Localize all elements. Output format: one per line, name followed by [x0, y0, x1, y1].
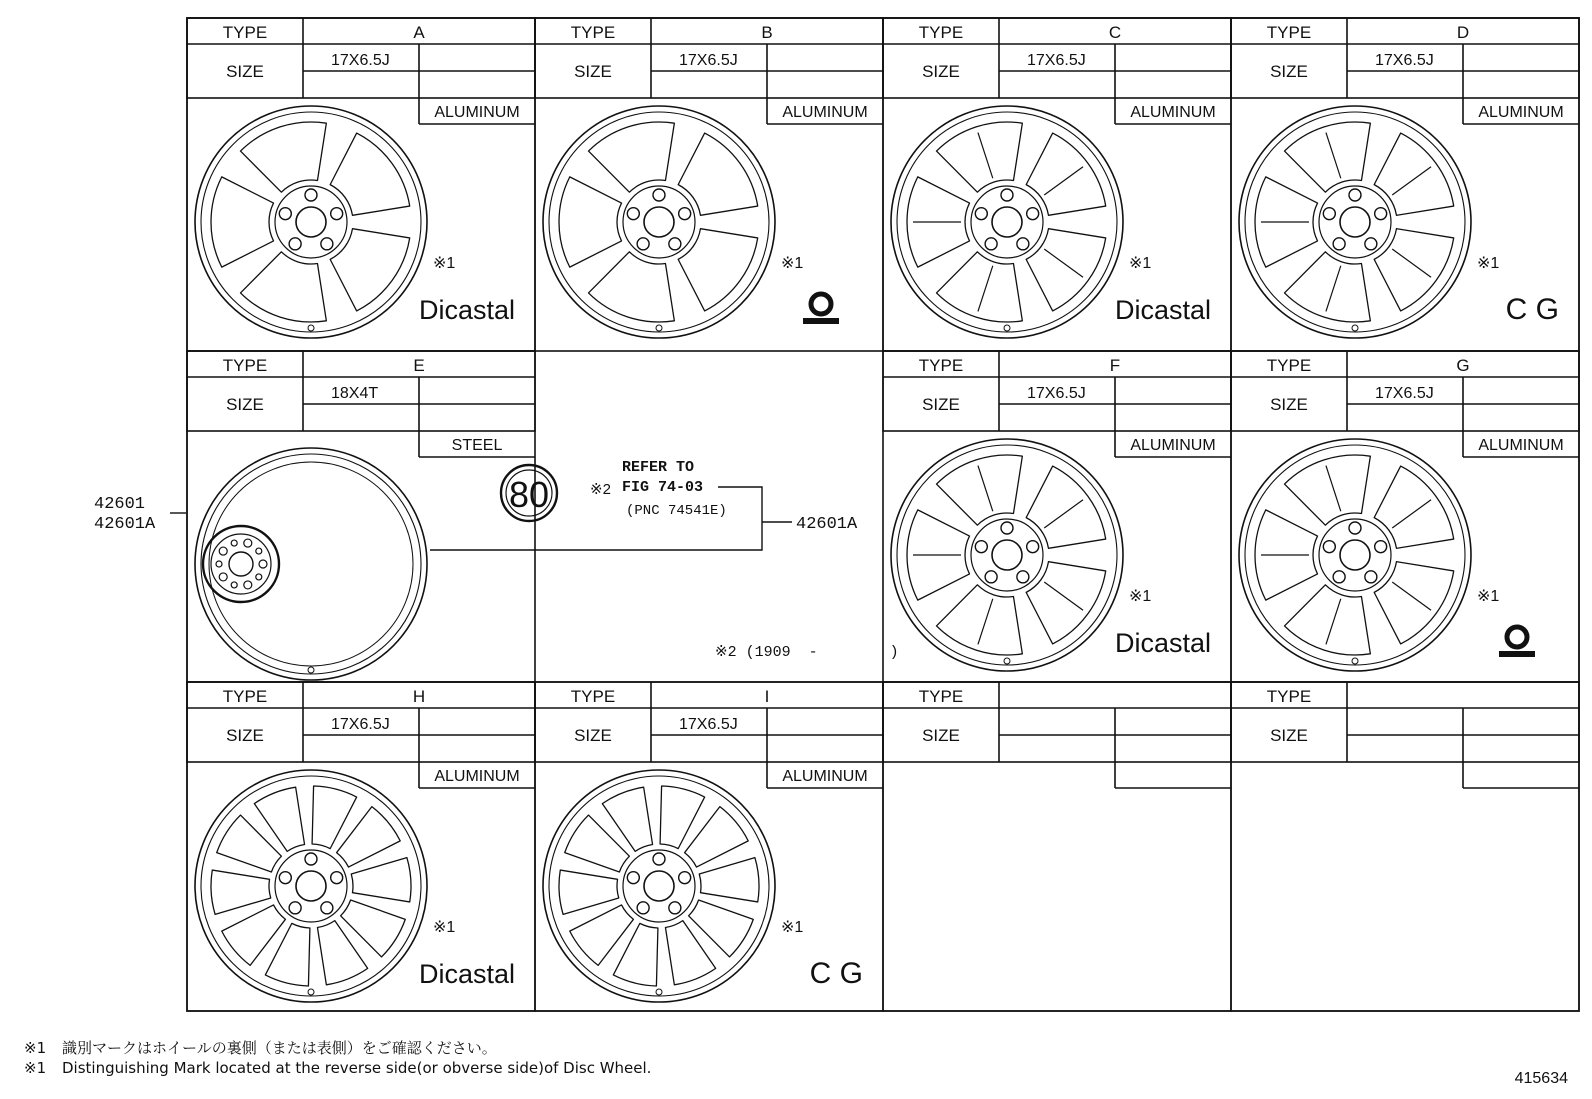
panel-grid	[187, 18, 1579, 1011]
window-opening	[689, 900, 754, 957]
window-opening	[685, 807, 749, 867]
hub	[971, 519, 1043, 591]
mark-note: ※1	[781, 255, 804, 272]
lug-nut-hole	[679, 208, 691, 220]
footnote-english	[24, 1058, 651, 1078]
spoke-split-line	[1392, 249, 1431, 277]
vent-hole	[231, 540, 237, 546]
part-number-left-2: 42601A	[94, 515, 156, 534]
lug-nut-hole	[331, 208, 343, 220]
material-label: STEEL	[451, 437, 503, 454]
valve-hole	[1352, 325, 1358, 331]
lug-nut-hole	[1349, 189, 1361, 201]
window-opening	[222, 905, 286, 965]
center-bore	[992, 540, 1022, 570]
size-label: SIZE	[922, 726, 960, 745]
lug-nut-hole	[1375, 208, 1387, 220]
lug-nut-hole	[1323, 208, 1335, 220]
window-opening	[613, 923, 658, 986]
window-opening	[211, 870, 271, 914]
refer-text-line-3: (PNC 74541E)	[626, 503, 727, 519]
valve-hole	[1004, 658, 1010, 664]
steel-hub-outer	[203, 526, 279, 602]
lug-nut-hole	[1017, 238, 1029, 250]
valve-hole	[308, 989, 314, 995]
material-label: ALUMINUM	[434, 104, 520, 121]
lug-nut-hole	[289, 902, 301, 914]
size-label: SIZE	[1270, 62, 1308, 81]
mark-note: ※1	[1477, 588, 1500, 605]
footnote-text: 識別マークはホイールの裏側（または表側）をご確認ください。	[62, 1039, 497, 1057]
wheel-rim-inner	[201, 776, 421, 996]
spoke-split-line	[1044, 582, 1083, 610]
window-opening	[265, 923, 310, 986]
wheel-rim-inner	[549, 776, 769, 996]
size-label: SIZE	[922, 395, 960, 414]
lug-nut-hole	[1001, 189, 1013, 201]
lug-nut-hole	[1333, 571, 1345, 583]
mark-note: ※1	[1477, 255, 1500, 272]
type-value: A	[413, 23, 425, 42]
window-opening	[1284, 585, 1370, 655]
type-label: TYPE	[570, 23, 616, 42]
figure-badge-number: 80	[508, 474, 550, 515]
window-opening	[1284, 252, 1370, 322]
spoke-split-line	[1326, 599, 1341, 645]
center-bore	[644, 871, 674, 901]
window-opening	[559, 177, 622, 267]
spoke-split-line	[1044, 167, 1083, 195]
lug-nut-hole	[219, 547, 227, 555]
type-label: TYPE	[222, 23, 268, 42]
spoke-split-line	[1392, 500, 1431, 528]
refer-text-line-1: REFER TO	[622, 459, 695, 476]
window-opening	[936, 252, 1022, 322]
window-opening	[240, 252, 326, 322]
type-value: C	[1108, 23, 1122, 42]
brand-mark: Dicastal	[1114, 295, 1211, 325]
valve-hole	[308, 325, 314, 331]
material-label: ALUMINUM	[1478, 104, 1564, 121]
lug-nut-hole	[1349, 522, 1361, 534]
valve-hole	[656, 325, 662, 331]
window-opening	[217, 815, 282, 872]
part-number-right: 42601A	[796, 515, 858, 534]
size-label: SIZE	[1270, 726, 1308, 745]
material-label: ALUMINUM	[1130, 437, 1216, 454]
hub	[1319, 186, 1391, 258]
type-label: TYPE	[1266, 356, 1312, 375]
type-label: TYPE	[1266, 687, 1312, 706]
material-label: ALUMINUM	[782, 768, 868, 785]
hub	[971, 186, 1043, 258]
spoke-split-line	[1326, 133, 1341, 179]
window-opening	[660, 786, 705, 849]
spoke-split-line	[978, 133, 993, 179]
center-bore	[296, 207, 326, 237]
lug-nut-hole	[279, 208, 291, 220]
window-opening	[570, 905, 634, 965]
vent-hole	[256, 574, 262, 580]
lug-nut-hole	[331, 872, 343, 884]
wheel-rim	[543, 770, 775, 1002]
lug-nut-hole	[1323, 541, 1335, 553]
mark-note: ※1	[433, 919, 456, 936]
type-value: H	[412, 687, 426, 706]
window-opening	[565, 815, 630, 872]
vent-hole	[216, 561, 222, 567]
window-opening	[602, 787, 652, 851]
window-opening	[312, 786, 357, 849]
lug-nut-hole	[321, 902, 333, 914]
spoke-split-line	[978, 266, 993, 312]
window-opening	[559, 870, 619, 914]
window-opening	[936, 585, 1022, 655]
window-opening	[240, 122, 326, 192]
refer-text-line-2: FIG 74-03	[622, 479, 704, 496]
brand-logo-base	[803, 318, 839, 324]
size-label: SIZE	[1270, 395, 1308, 414]
steel-hub-ring	[211, 534, 271, 594]
type-value: E	[413, 356, 425, 375]
size-value: 17X6.5J	[1027, 385, 1086, 402]
size-value: 17X6.5J	[331, 716, 390, 733]
type-label: TYPE	[570, 687, 616, 706]
lug-nut-hole	[219, 573, 227, 581]
type-value: G	[1456, 356, 1470, 375]
wheel-panel	[1267, 687, 1311, 745]
lug-nut-hole	[244, 581, 252, 589]
hub	[1319, 519, 1391, 591]
wheel-rim-inner	[201, 454, 421, 674]
lug-nut-hole	[1333, 238, 1345, 250]
wheel-rim	[195, 448, 427, 680]
brand-logo-icon	[1507, 627, 1527, 647]
lug-nut-hole	[669, 902, 681, 914]
hub	[623, 850, 695, 922]
window-opening	[588, 252, 674, 322]
type-label: TYPE	[222, 356, 268, 375]
brand-logo-base	[1499, 651, 1535, 657]
window-opening	[1284, 455, 1370, 525]
brand-mark: C G	[1505, 293, 1559, 326]
center-bore	[296, 871, 326, 901]
window-opening	[254, 787, 304, 851]
lug-nut-hole	[1027, 541, 1039, 553]
spoke-split-line	[1044, 249, 1083, 277]
window-opening	[936, 122, 1022, 192]
lug-nut-hole	[1365, 238, 1377, 250]
date-note: ※2 (1909 - )	[715, 644, 899, 661]
size-label: SIZE	[226, 62, 264, 81]
window-opening	[317, 921, 367, 985]
lug-nut-hole	[627, 208, 639, 220]
lug-nut-hole	[637, 902, 649, 914]
size-value: 17X6.5J	[679, 52, 738, 69]
mark-note: ※1	[433, 255, 456, 272]
lug-nut-hole	[305, 853, 317, 865]
valve-hole	[1352, 658, 1358, 664]
spoke-split-line	[1392, 167, 1431, 195]
hub	[623, 186, 695, 258]
material-label: ALUMINUM	[434, 768, 520, 785]
brand-mark: Dicastal	[1114, 628, 1211, 658]
lug-nut-hole	[279, 872, 291, 884]
center-bore	[992, 207, 1022, 237]
material-label: ALUMINUM	[1130, 104, 1216, 121]
lug-nut-hole	[975, 541, 987, 553]
type-label: TYPE	[918, 687, 964, 706]
spoke-split-line	[978, 466, 993, 512]
panels	[195, 23, 1564, 1002]
document-number: 415634	[1514, 1070, 1568, 1087]
size-value: 17X6.5J	[1027, 52, 1086, 69]
brand-mark: Dicastal	[418, 959, 515, 989]
footnote-text: Distinguishing Mark located at the reverse side(or obverse side)of Disc Wheel.	[62, 1059, 652, 1077]
lug-nut-hole	[1001, 522, 1013, 534]
size-value: 17X6.5J	[1375, 385, 1434, 402]
size-label: SIZE	[574, 62, 612, 81]
wheel-rim-inner	[549, 112, 769, 332]
mark-note: ※1	[781, 919, 804, 936]
lug-nut-hole	[653, 853, 665, 865]
window-opening	[351, 858, 411, 902]
lug-nut-hole	[679, 872, 691, 884]
type-value: F	[1109, 356, 1121, 375]
type-value: B	[761, 23, 773, 42]
window-opening	[1284, 122, 1370, 192]
size-value: 17X6.5J	[1375, 52, 1434, 69]
type-label: TYPE	[222, 687, 268, 706]
valve-hole	[1004, 325, 1010, 331]
footnote-mark: ※1	[24, 1039, 47, 1057]
lug-nut-hole	[669, 238, 681, 250]
size-value: 18X4T	[331, 385, 379, 402]
lug-nut-hole	[653, 189, 665, 201]
brand-logo-icon	[811, 294, 831, 314]
footnote-japanese	[24, 1038, 651, 1058]
wheel-rim	[195, 770, 427, 1002]
center-bore	[644, 207, 674, 237]
spoke-split-line	[1326, 266, 1341, 312]
spoke-split-line	[1044, 500, 1083, 528]
valve-hole	[308, 667, 314, 673]
lug-nut-hole	[627, 872, 639, 884]
part-number-left-1: 42601	[94, 495, 146, 514]
size-label: SIZE	[226, 395, 264, 414]
type-value: I	[764, 687, 770, 706]
lug-nut-hole	[289, 238, 301, 250]
center-bore	[1340, 540, 1370, 570]
lug-nut-hole	[985, 571, 997, 583]
lug-nut-hole	[305, 189, 317, 201]
steel-disc	[209, 462, 413, 666]
size-label: SIZE	[226, 726, 264, 745]
type-value: D	[1456, 23, 1470, 42]
window-opening	[588, 122, 674, 192]
brand-mark: C G	[809, 957, 863, 990]
window-opening	[337, 807, 401, 867]
lug-nut-hole	[259, 560, 267, 568]
center-bore	[229, 552, 253, 576]
size-label: SIZE	[574, 726, 612, 745]
vent-hole	[256, 548, 262, 554]
window-opening	[936, 455, 1022, 525]
wheel-rim	[195, 106, 427, 338]
hub	[275, 186, 347, 258]
refer-mark: ※2	[590, 481, 611, 498]
mark-note: ※1	[1129, 588, 1152, 605]
window-opening	[699, 858, 759, 902]
material-label: ALUMINUM	[782, 104, 868, 121]
lug-nut-hole	[1027, 208, 1039, 220]
size-value: 17X6.5J	[331, 52, 390, 69]
mark-note: ※1	[1129, 255, 1152, 272]
wheel-panel	[919, 687, 963, 745]
hub	[275, 850, 347, 922]
lug-nut-hole	[321, 238, 333, 250]
wheel-rim	[543, 106, 775, 338]
lug-nut-hole	[1365, 571, 1377, 583]
lug-nut-hole	[637, 238, 649, 250]
footnote-mark: ※1	[24, 1059, 47, 1077]
size-label: SIZE	[922, 62, 960, 81]
spoke-split-line	[1392, 582, 1431, 610]
size-value: 17X6.5J	[679, 716, 738, 733]
window-opening	[341, 900, 406, 957]
lug-nut-hole	[244, 539, 252, 547]
window-opening	[211, 177, 274, 267]
wheel-rim-inner	[201, 112, 421, 332]
lug-nut-hole	[985, 238, 997, 250]
brand-mark: Dicastal	[418, 295, 515, 325]
lug-nut-hole	[1375, 541, 1387, 553]
type-label: TYPE	[918, 356, 964, 375]
type-label: TYPE	[918, 23, 964, 42]
lug-nut-hole	[1017, 571, 1029, 583]
type-label: TYPE	[1266, 23, 1312, 42]
footnotes	[24, 1038, 651, 1078]
lug-nut-hole	[975, 208, 987, 220]
material-label: ALUMINUM	[1478, 437, 1564, 454]
center-bore	[1340, 207, 1370, 237]
spoke-split-line	[1326, 466, 1341, 512]
window-opening	[665, 921, 715, 985]
spoke-split-line	[978, 599, 993, 645]
vent-hole	[231, 582, 237, 588]
valve-hole	[656, 989, 662, 995]
